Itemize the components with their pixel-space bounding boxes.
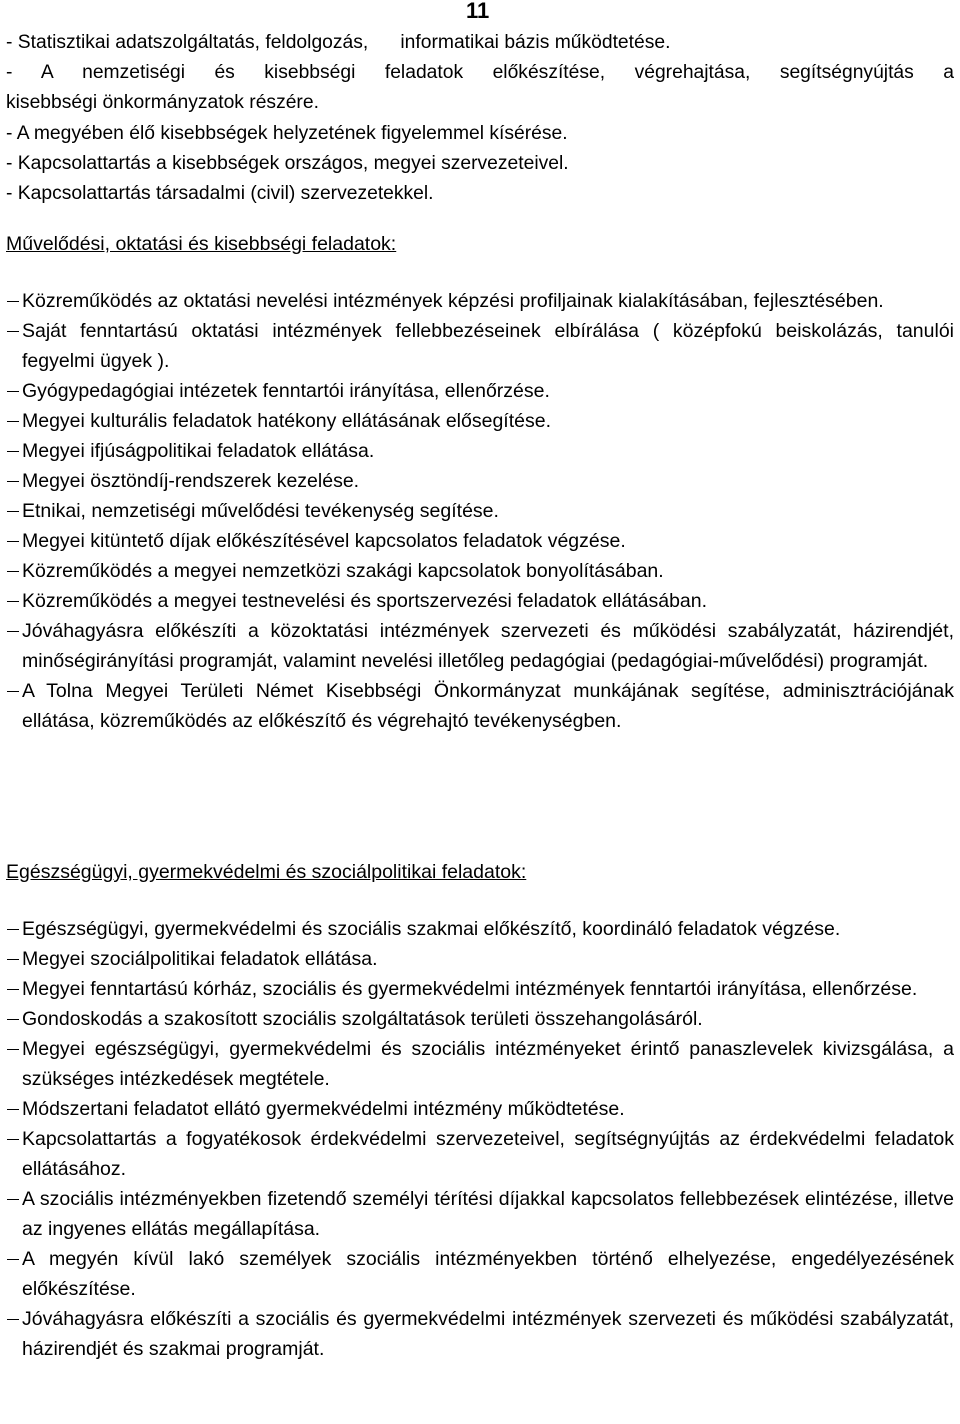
list-item-text: Gondoskodás a szakosított szociális szolgáltatások területi összehangolásáról. [22,1008,703,1030]
list-item-text: Módszertani feladatot ellátó gyermekvédelmi intézmény működtetése. [22,1098,625,1120]
health-social-task-list [6,914,954,1364]
list-item-text: A szociális intézményekben fizetendő személyi térítési díjakkal kapcsolatos fellebbezések elintézése, illetve az ingyenes ellátás megállapítása. [22,1188,954,1240]
page-number: 11 [466,0,490,23]
list-item-text: Megyei kitüntető díjak előkészítésével kapcsolatos feladatok végzése. [22,530,626,552]
list-item-text: Megyei egészségügyi, gyermekvédelmi és szociális intézményeket érintő panaszlevelek kivizsgálása, a szükséges intézkedések megtétele. [22,1038,954,1090]
list-item-text: Etnikai, nemzetiségi művelődési tevékenység segítése. [22,500,499,522]
list-item-text: Egészségügyi, gyermekvédelmi és szociális szakmai előkészítő, koordináló feladatok végzése. [22,918,841,940]
section-heading-health-social: Egészségügyi, gyermekvédelmi és szociálpolitikai feladatok: [6,861,527,883]
list-item-text: Jóváhagyásra előkészíti a szociális és gyermekvédelmi intézmények szervezeti és működési szabályzatát, házirendjét és szakmai programját. [22,1308,954,1360]
intro-paragraph [6,28,954,209]
intro-line: - Kapcsolattartás társadalmi (civil) szervezetekkel. [6,183,434,205]
list-item [6,1034,954,1094]
list-item-text: Gyógypedagógiai intézetek fenntartói irányítása, ellenőrzése. [22,380,550,402]
list-item-text: Megyei fenntartású kórház, szociális és gyermekvédelmi intézmények fenntartói irányítása, ellenőrzése. [22,978,918,1000]
list-item [6,1124,954,1184]
list-item [6,316,954,376]
list-item [6,556,954,586]
list-item-text: Közreműködés az oktatási nevelési intézmények képzési profiljainak kialakításában, fejlesztésében. [22,290,884,312]
list-item [6,376,954,406]
list-item [6,914,954,944]
list-item-text: Saját fenntartású oktatási intézmények fellebbezéseinek elbírálása ( középfokú beiskolázás, tanulói fegyelmi ügyek ). [22,320,954,372]
list-item-text: Jóváhagyásra előkészíti a közoktatási intézmények szervezeti és működési szabályzatát, házirendjét, minőségirányítási programját, valamint nevelési illetőleg pedagógiai (pedagógiai-művelődési) programját. [22,620,954,672]
list-item [6,1094,954,1124]
list-item [6,1004,954,1034]
list-item-text: Megyei ösztöndíj-rendszerek kezelése. [22,470,360,492]
list-item-text: Közreműködés a megyei nemzetközi szakági kapcsolatok bonyolításában. [22,560,664,582]
list-item [6,586,954,616]
list-item [6,944,954,974]
list-item-text: Megyei szociálpolitikai feladatok ellátása. [22,948,378,970]
list-item [6,676,954,736]
intro-line: - A megyében élő kisebbségek helyzetének figyelemmel kísérése. [6,122,568,144]
list-item-text: Megyei kulturális feladatok hatékony ellátásának elősegítése. [22,410,551,432]
list-item [6,466,954,496]
list-item-text: Megyei ifjúságpolitikai feladatok ellátása. [22,440,375,462]
intro-line: - A nemzetiségi és kisebbségi feladatok előkészítése, végrehajtása, segítségnyújtás a [6,62,954,84]
list-item-text: Közreműködés a megyei testnevelési és sportszervezési feladatok ellátásában. [22,590,708,612]
list-item [6,526,954,556]
list-item [6,616,954,676]
list-item-text: A megyén kívül lakó személyek szociális intézményekben történő elhelyezése, engedélyezésének előkészítése. [22,1248,954,1300]
list-item-text: Kapcsolattartás a fogyatékosok érdekvédelmi szervezeteivel, segítségnyújtás az érdekvédelmi feladatok ellátásához. [22,1128,954,1180]
list-item [6,1184,954,1244]
section-heading-education: Művelődési, oktatási és kisebbségi feladatok: [6,233,397,255]
list-item [6,286,954,316]
intro-line: - Kapcsolattartás a kisebbségek országos, megyei szervezeteivel. [6,152,569,174]
list-item [6,436,954,466]
list-item [6,974,954,1004]
education-task-list [6,286,954,736]
intro-line: kisebbségi önkormányzatok részére. [6,92,319,114]
list-item [6,496,954,526]
list-item [6,406,954,436]
intro-line: - Statisztikai adatszolgáltatás, feldolgozás, informatikai bázis működtetése. [6,32,671,53]
list-item [6,1244,954,1304]
list-item-text: A Tolna Megyei Területi Német Kisebbségi Önkormányzat munkájának segítése, adminisztrációjának ellátása, közreműködés az előkészítő és végrehajtó tevékenységben. [22,680,954,732]
list-item [6,1304,954,1364]
